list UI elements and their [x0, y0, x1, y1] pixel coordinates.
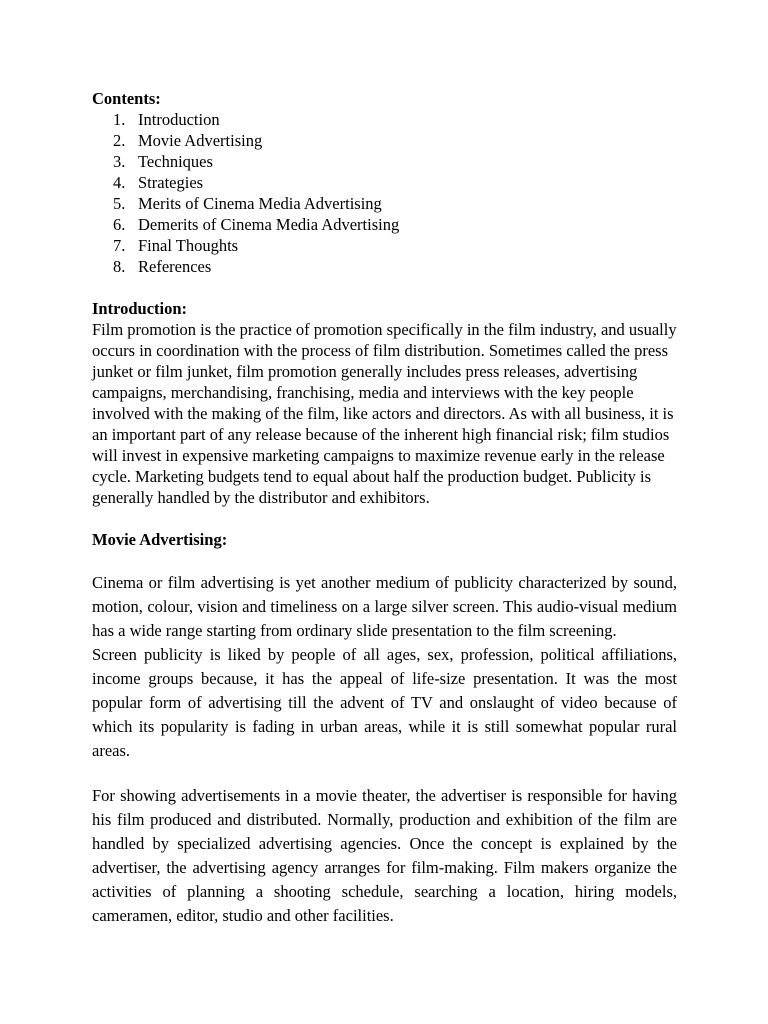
spacer [92, 550, 677, 571]
introduction-heading: Introduction: [92, 299, 188, 318]
list-item-label: Strategies [138, 173, 204, 192]
list-item [113, 193, 677, 214]
list-item [113, 151, 677, 172]
list-item [113, 130, 677, 151]
list-item-label: Movie Advertising [138, 131, 263, 150]
list-item-label: Merits of Cinema Media Advertising [138, 194, 382, 213]
list-item-number: 7. [113, 236, 126, 255]
list-item-label: Demerits of Cinema Media Advertising [138, 215, 400, 234]
list-item-number: 2. [113, 131, 126, 150]
introduction-paragraph: Film promotion is the practice of promotion specifically in the film industry, and usually occurs in coordination with the process of film distribution. Sometimes called the press junket or film junket, film promotion generally includes press releases, advertising campaigns, merchandising, franchising, media and interviews with the key people involved with the making of the film, like actors and directors. As with all business, it is an important part of any release because of the inherent high financial risk; film studios will invest in expensive marketing campaigns to maximize revenue early in the release cycle. Marketing budgets tend to equal about half the production budget. Publicity is generally handled by the distributor and exhibitors. [92, 320, 677, 507]
list-item-number: 5. [113, 194, 126, 213]
list-item [113, 172, 677, 193]
list-item-label: Introduction [138, 110, 220, 129]
list-item-number: 8. [113, 257, 126, 276]
movie-advertising-paragraph-2: Screen publicity is liked by people of all ages, sex, profession, political affiliations, income groups because, it has the appeal of life-size presentation. It was the most popular form of advertising till the advent of TV and onslaught of video because of which its popularity is fading in urban areas, while it is still somewhat popular rural areas. [92, 645, 677, 760]
list-item-label: Techniques [138, 152, 213, 171]
movie-advertising-paragraph-3: For showing advertisements in a movie theater, the advertiser is responsible for having his film produced and distributed. Normally, production and exhibition of the film are handled by specialized advertising agencies. Once the concept is explained by the advertiser, the advertising agency arranges for film-making. Film makers organize the activities of planning a shooting schedule, searching a location, hiring models, cameramen, editor, studio and other facilities. [92, 786, 677, 925]
list-item [113, 256, 677, 277]
contents-heading: Contents: [92, 89, 161, 108]
spacer [92, 508, 677, 529]
list-item [113, 235, 677, 256]
movie-advertising-heading: Movie Advertising: [92, 530, 228, 549]
list-item-number: 6. [113, 215, 126, 234]
movie-advertising-paragraph-1: Cinema or film advertising is yet another medium of publicity characterized by sound, motion, colour, vision and timeliness on a large silver screen. This audio-visual medium has a wide range starting from ordinary slide presentation to the film screening. [92, 573, 677, 640]
list-item-label: References [138, 257, 212, 276]
spacer [92, 763, 677, 784]
list-item [113, 214, 677, 235]
list-item-number: 4. [113, 173, 126, 192]
list-item-number: 1. [113, 110, 126, 129]
spacer [92, 277, 677, 298]
list-item [113, 109, 677, 130]
list-item-label: Final Thoughts [138, 236, 239, 255]
contents-list [113, 109, 677, 277]
list-item-number: 3. [113, 152, 126, 171]
